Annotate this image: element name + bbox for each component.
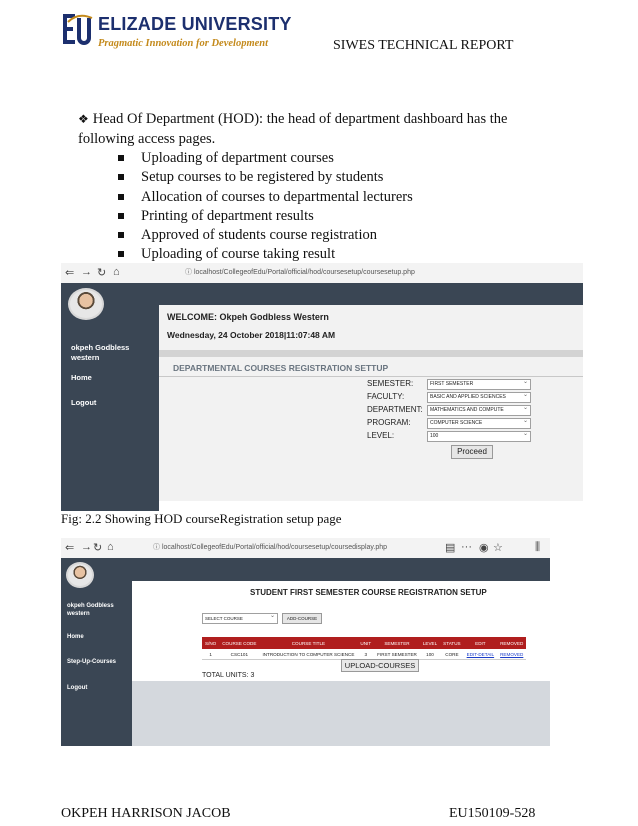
table-cell: 100 (420, 649, 440, 660)
info-icon: ⓘ (153, 544, 162, 551)
table-cell: 1 (202, 649, 219, 660)
hod-intro-text: Head Of Department (HOD): the head of department dashboard has the following access pages. (78, 111, 508, 147)
table-cell: 3 (357, 649, 374, 660)
home-icon[interactable]: ⌂ (107, 541, 114, 553)
sidebar (61, 283, 159, 511)
sidebar-item-step-up-courses[interactable]: Step-Up-Courses (67, 659, 117, 665)
back-icon[interactable]: ⇐ (65, 542, 75, 554)
column-header: EDIT (464, 637, 497, 649)
url-text: localhost/CollegeofEdu/Portal/official/hod/coursesetup/coursedisplay.php (161, 544, 387, 551)
edit-detail-link[interactable]: EDIT-DETAIL (464, 649, 497, 660)
logo-university-name: ELIZADE UNIVERSITY (98, 14, 292, 34)
column-header: REMOVED (497, 637, 526, 649)
department-select[interactable]: MATHEMATICS AND COMPUTE ⌄ (427, 405, 531, 416)
column-header: COURSE CODE (219, 637, 259, 649)
library-icon[interactable]: ⫼ (535, 541, 541, 553)
list-item: Approved of students course registration (114, 226, 413, 245)
semester-label: SEMESTER: (367, 379, 414, 388)
sidebar-user-name: okpeh Godbless western (67, 603, 114, 617)
address-bar[interactable] (185, 266, 575, 279)
url-text: localhost/CollegeofEdu/Portal/official/hod/coursesetup/coursesetup.php (193, 269, 415, 276)
home-icon[interactable]: ⌂ (113, 266, 120, 278)
table-cell: CORE (440, 649, 463, 660)
list-item: Printing of department results (114, 207, 413, 226)
table-row (202, 649, 526, 660)
info-icon: ⓘ (185, 269, 194, 276)
date-text: Wednesday, 24 October 2018|11:07:48 AM (167, 330, 336, 340)
address-bar[interactable] (153, 541, 433, 554)
faculty-select[interactable]: BASIC AND APPLIED SCIENCES ⌄ (427, 392, 531, 403)
column-header: SEMESTER (374, 637, 420, 649)
table-cell: FIRST SEMESTER (374, 649, 420, 660)
faculty-label: FACULTY: (367, 392, 405, 401)
column-header: S/NO (202, 637, 219, 649)
list-item: Allocation of courses to departmental lecturers (114, 188, 413, 207)
back-icon[interactable]: ⇐ (65, 267, 75, 279)
select-course-dropdown[interactable]: SELECT COURSE ⌄ (202, 613, 278, 624)
university-logo (62, 12, 292, 56)
sidebar-item-home[interactable]: Home (67, 634, 84, 640)
program-label: PROGRAM: (367, 418, 411, 427)
footer-student-id: EU150109-528 (449, 806, 536, 821)
forward-icon[interactable]: → (81, 266, 92, 278)
courses-table (202, 637, 526, 660)
logo-tagline: Pragmatic Innovation for Development (98, 38, 269, 49)
sidebar-user-name: okpeh Godbless western (71, 343, 130, 362)
star-icon[interactable]: ☆ (493, 542, 503, 554)
hod-setup-screenshot (61, 263, 583, 511)
table-cell: CSC101 (219, 649, 259, 660)
footer-student-name: OKPEH HARRISON JACOB (61, 806, 231, 821)
hod-intro-paragraph (78, 109, 564, 149)
list-item: Setup courses to be registered by students (114, 168, 413, 187)
table-header-row (202, 637, 526, 649)
table-cell: INTRODUCTION TO COMPUTER SCIENCE (259, 649, 357, 660)
sidebar-item-logout[interactable]: Logout (67, 685, 88, 691)
total-units: TOTAL UNITS: 3 (202, 672, 255, 679)
welcome-text: WELCOME: Okpeh Godbless Western (167, 312, 329, 322)
column-header: COURSE TITLE (259, 637, 357, 649)
level-select[interactable]: 100 ⌄ (427, 431, 531, 442)
main-panel (159, 305, 583, 501)
course-registration-screenshot (61, 538, 550, 746)
department-label: DEPARTMENT: (367, 405, 423, 414)
main-panel (132, 581, 550, 681)
browser-toolbar (61, 263, 583, 284)
diamond-bullet-icon: ❖ (78, 112, 89, 126)
top-bar (159, 283, 583, 305)
divider (159, 350, 583, 357)
semester-select[interactable]: FIRST SEMESTER ⌄ (427, 379, 531, 390)
divider (159, 376, 583, 377)
reload-icon[interactable]: ↻ (97, 267, 107, 279)
column-header: LEVEL (420, 637, 440, 649)
list-item: Uploading of department courses (114, 149, 413, 168)
report-title: SIWES TECHNICAL REPORT (333, 38, 514, 53)
level-label: LEVEL: (367, 431, 395, 440)
column-header: UNIT (357, 637, 374, 649)
avatar (66, 562, 94, 588)
add-course-button[interactable]: ADD-COURSE (282, 613, 322, 624)
reload-icon[interactable]: ↻ (93, 542, 103, 554)
page-title: STUDENT FIRST SEMESTER COURSE REGISTRATION SETUP (250, 588, 487, 597)
upload-courses-button[interactable]: UPLOAD-COURSES (341, 659, 419, 672)
shield-icon[interactable]: ◉ (479, 542, 489, 554)
column-header: STATUS (440, 637, 463, 649)
reader-icon[interactable]: ▤ (445, 542, 456, 554)
eu-crest-icon (62, 12, 94, 52)
sidebar-item-home[interactable]: Home (71, 373, 92, 382)
proceed-button[interactable]: Proceed (451, 445, 493, 459)
avatar (68, 288, 104, 320)
top-bar (132, 558, 550, 581)
sidebar (61, 558, 132, 746)
content-background (132, 681, 550, 746)
more-icon[interactable]: ··· (461, 541, 472, 553)
hod-access-pages-list (114, 149, 413, 265)
removed-link[interactable]: REMOVED (497, 649, 526, 660)
figure-caption: Fig: 2.2 Showing HOD courseRegistration setup page (61, 511, 342, 526)
forward-icon[interactable]: → (81, 541, 92, 553)
browser-toolbar (61, 538, 550, 559)
program-select[interactable]: COMPUTER SCIENCE ⌄ (427, 418, 531, 429)
section-title: DEPARTMENTAL COURSES REGISTRATION SETTUP (173, 363, 389, 373)
sidebar-item-logout[interactable]: Logout (71, 398, 97, 407)
list-item: Uploading of course taking result (114, 245, 413, 264)
